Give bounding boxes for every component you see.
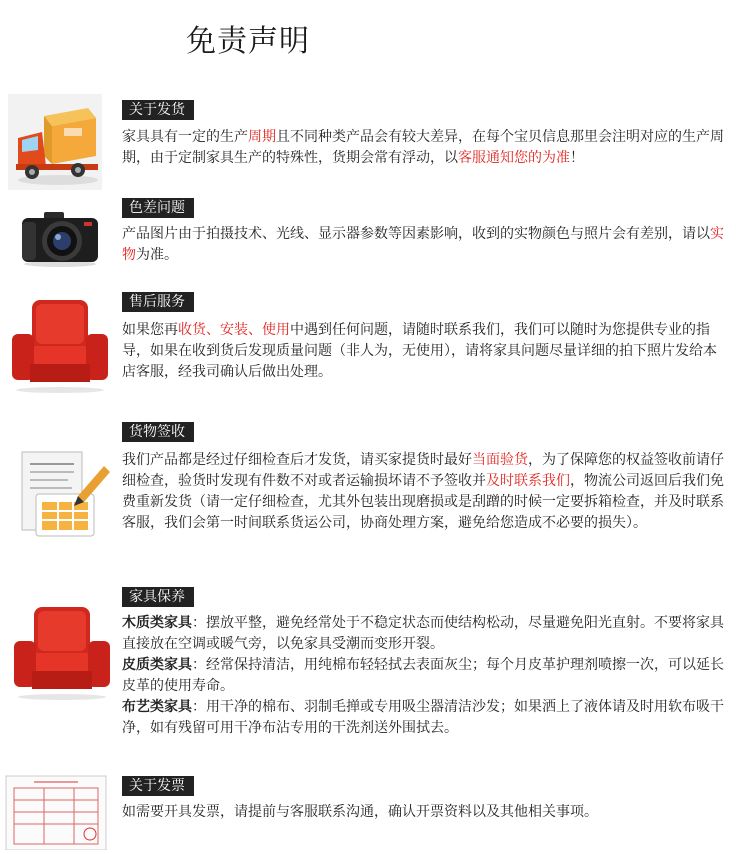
text-segment: 为准。 xyxy=(136,247,178,263)
section-label: 关于发票 xyxy=(122,776,194,796)
highlight-text: 周期 xyxy=(248,129,276,145)
care-text: ：摆放平整，避免经常处于不稳定状态而使结构松动，尽量避免阳光直射。不要将家具直接放在空调或暖气旁，以免家具受潮而变形开裂。 xyxy=(122,615,724,652)
section-text xyxy=(122,224,726,266)
highlight-text: 及时联系我们 xyxy=(486,473,570,489)
care-paragraph xyxy=(122,613,726,655)
section-label: 色差问题 xyxy=(122,198,194,218)
care-heading: 布艺类家具 xyxy=(122,699,192,715)
care-heading: 皮质类家具 xyxy=(122,657,192,673)
section-shipping xyxy=(0,92,736,192)
camera-icon xyxy=(18,208,102,268)
section-label: 关于发货 xyxy=(122,100,194,120)
highlight-text: 实物 xyxy=(122,226,724,263)
text-segment: 产品图片由于拍摄技术、光线、显示器参数等因素影响，收到的实物颜色与照片会有差别，请以 xyxy=(122,226,710,242)
care-text: ：经常保持清洁，用纯棉布轻轻拭去表面灰尘；每个月皮革护理剂喷擦一次，可以延长皮革的使用寿命。 xyxy=(122,657,724,694)
section-label: 货物签收 xyxy=(122,422,194,442)
section-text xyxy=(122,127,726,169)
section-text xyxy=(122,613,726,739)
page-title: 免责声明 xyxy=(186,24,310,59)
highlight-text: 收货、安装、使用 xyxy=(178,322,290,338)
text-segment: ！ xyxy=(570,150,584,166)
section-color xyxy=(0,194,736,280)
section-invoice xyxy=(0,770,736,850)
armchair-icon xyxy=(10,294,108,394)
care-paragraph xyxy=(122,655,726,697)
document-pen-icon xyxy=(18,448,114,544)
text-segment: ，为了保障您的权益签收前请仔细检查，验货时发现有件数不对或者运输损坏请不予签收并 xyxy=(122,452,724,489)
text-segment: 如需要开具发票，请提前与客服联系沟通，确认开票资料以及其他相关事项。 xyxy=(122,804,598,820)
text-segment: 且不同种类产品会有较大差异，在每个宝贝信息那里会注明对应的生产周期，由于定制家具生产的特殊性，货期会常有浮动，以 xyxy=(122,129,724,166)
section-aftersales xyxy=(0,290,736,410)
care-paragraph xyxy=(122,697,726,739)
text-segment: 如果您再 xyxy=(122,322,178,338)
highlight-text: 当面验货 xyxy=(472,452,528,468)
section-label: 家具保养 xyxy=(122,587,194,607)
text-segment: 中遇到任何问题，请随时联系我们，我们可以随时为您提供专业的指导，如果在收到货后发现质量问题（非人为，无使用），请将家具问题尽量详细的拍下照片发给本店客服，经我司确认后做出处理。 xyxy=(122,322,717,380)
text-segment: 我们产品都是经过仔细检查后才发货，请买家提货时最好 xyxy=(122,452,472,468)
section-text xyxy=(122,802,726,823)
invoice-icon xyxy=(4,774,108,850)
care-text: ：用干净的棉布、羽制毛掸或专用吸尘器清洁沙发；如果洒上了液体请及时用软布吸干净，如有残留可用干净布沾专用的干洗剂送外围拭去。 xyxy=(122,699,724,736)
care-heading: 木质类家具 xyxy=(122,615,192,631)
armchair-icon xyxy=(12,601,110,701)
section-text xyxy=(122,320,726,383)
text-segment: ，物流公司返回后我们免费重新发货（请一定仔细检查，尤其外包装出现磨损或是刮蹭的时候一定要拆箱检查，并及时联系客服，我们会第一时间联系货运公司，协商处理方案，避免给您造成不必要的损失）。 xyxy=(122,473,724,531)
section-care xyxy=(0,585,736,735)
highlight-text: 客服通知您的为准 xyxy=(458,150,570,166)
section-receipt xyxy=(0,420,736,570)
section-label: 售后服务 xyxy=(122,292,194,312)
delivery-truck-icon xyxy=(8,94,102,190)
text-segment: 家具具有一定的生产 xyxy=(122,129,248,145)
section-text xyxy=(122,450,726,534)
